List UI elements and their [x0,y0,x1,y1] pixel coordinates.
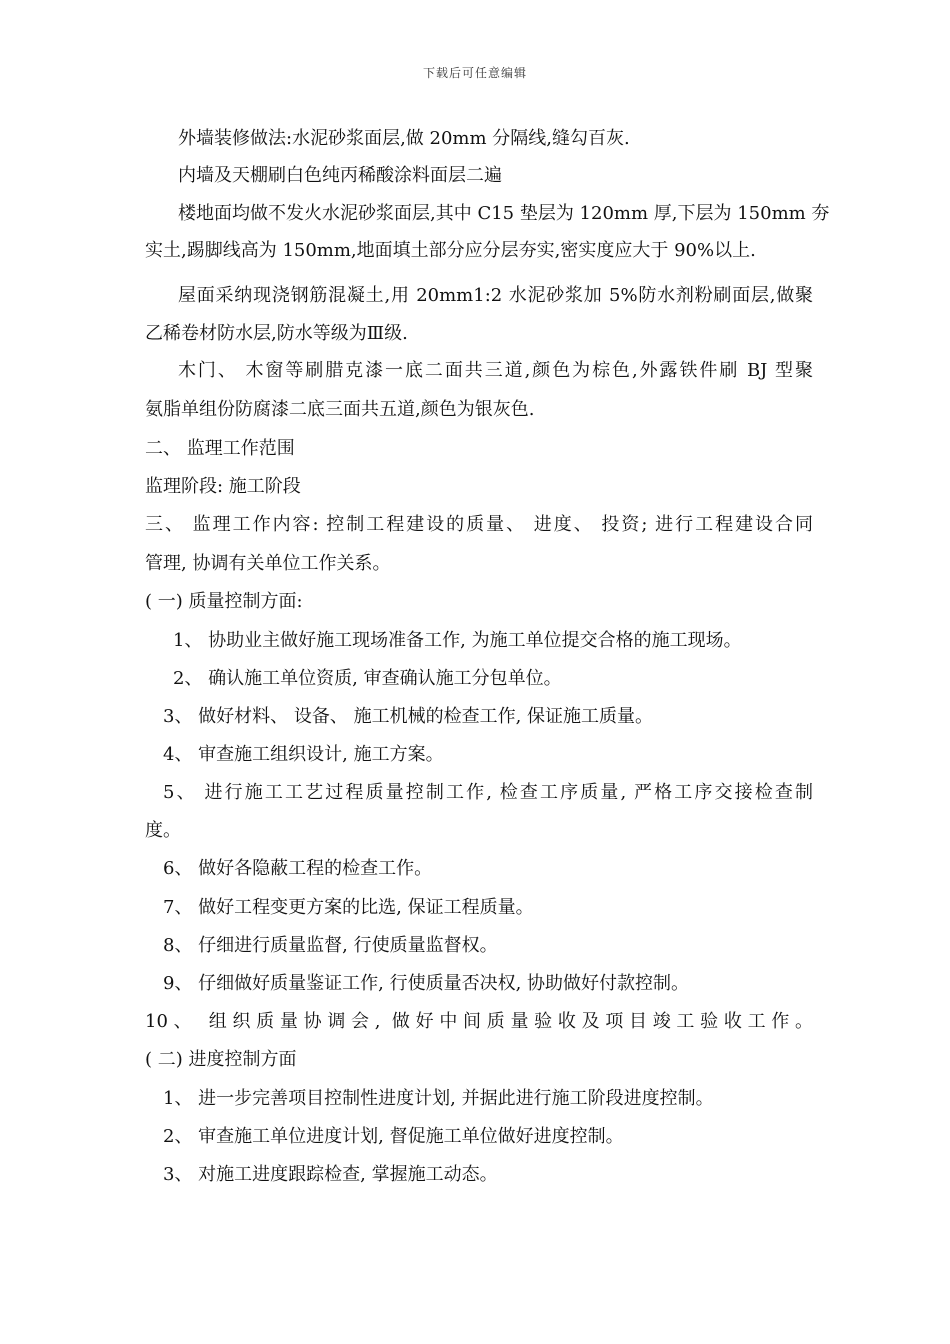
text-line: 监理阶段: 施工阶段 [145,476,301,497]
list-item: 1、 协助业主做好施工现场准备工作, 为施工单位提交合格的施工现场。 [173,630,742,651]
section-heading: 二、 监理工作范围 [145,438,295,459]
list-item: 2、 确认施工单位资质, 审查确认施工分包单位。 [173,668,562,689]
text-line: 乙稀卷材防水层,防水等级为Ⅲ级. [145,323,408,344]
list-item: 6、 做好各隐蔽工程的检查工作。 [163,858,433,879]
list-item: 5、 进行施工工艺过程质量控制工作, 检查工序质量, 严格工序交接检查制 [163,782,813,803]
text-line: 楼地面均做不发火水泥砂浆面层,其中 C15 垫层为 120mm 厚,下层为 150mm 夯 [178,203,830,224]
list-item: 2、 审查施工单位进度计划, 督促施工单位做好进度控制。 [163,1126,624,1147]
list-item: 1、 进一步完善项目控制性进度计划, 并据此进行施工阶段进度控制。 [163,1088,714,1109]
text-line: 氨脂单组份防腐漆二底三面共五道,颜色为银灰色. [145,399,535,420]
subsection-heading: ( 二) 进度控制方面 [145,1049,297,1070]
text-line: 木门、 木窗等刷腊克漆一底二面共三道,颜色为棕色,外露铁件刷 BJ 型聚 [178,360,813,381]
list-item: 4、 审查施工组织设计, 施工方案。 [163,744,444,765]
list-item: 8、 仔细进行质量监督, 行使质量监督权。 [163,935,498,956]
text-line: 实土,踢脚线高为 150mm,地面填土部分应分层夯实,密实度应大于 90%以上. [145,240,756,261]
list-item: 3、 对施工进度跟踪检查, 掌握施工动态。 [163,1164,498,1185]
text-line: 屋面采纳现浇钢筋混凝土,用 20mm1:2 水泥砂浆加 5%防水剂粉刷面层,做聚 [178,285,813,306]
section-heading: 三、 监理工作内容: 控制工程建设的质量、 进度、 投资; 进行工程建设合同 [145,514,813,535]
list-item: 9、 仔细做好质量鉴证工作, 行使质量否决权, 协助做好付款控制。 [163,973,690,994]
page-header-note: 下载后可任意编辑 [422,66,527,80]
text-line: 内墙及天棚刷白色纯丙稀酸涂料面层二遍 [178,165,502,186]
text-line: 度。 [145,820,181,841]
list-item: 10、 组织质量协调会, 做好中间质量验收及项目竣工验收工作。 [145,1011,813,1032]
text-line: 管理, 协调有关单位工作关系。 [145,553,391,574]
text-line: 外墙装修做法:水泥砂浆面层,做 20mm 分隔线,缝勾百灰. [178,128,630,149]
list-item: 7、 做好工程变更方案的比选, 保证工程质量。 [163,897,534,918]
subsection-heading: ( 一) 质量控制方面: [145,591,303,612]
list-item: 3、 做好材料、 设备、 施工机械的检查工作, 保证施工质量。 [163,706,654,727]
